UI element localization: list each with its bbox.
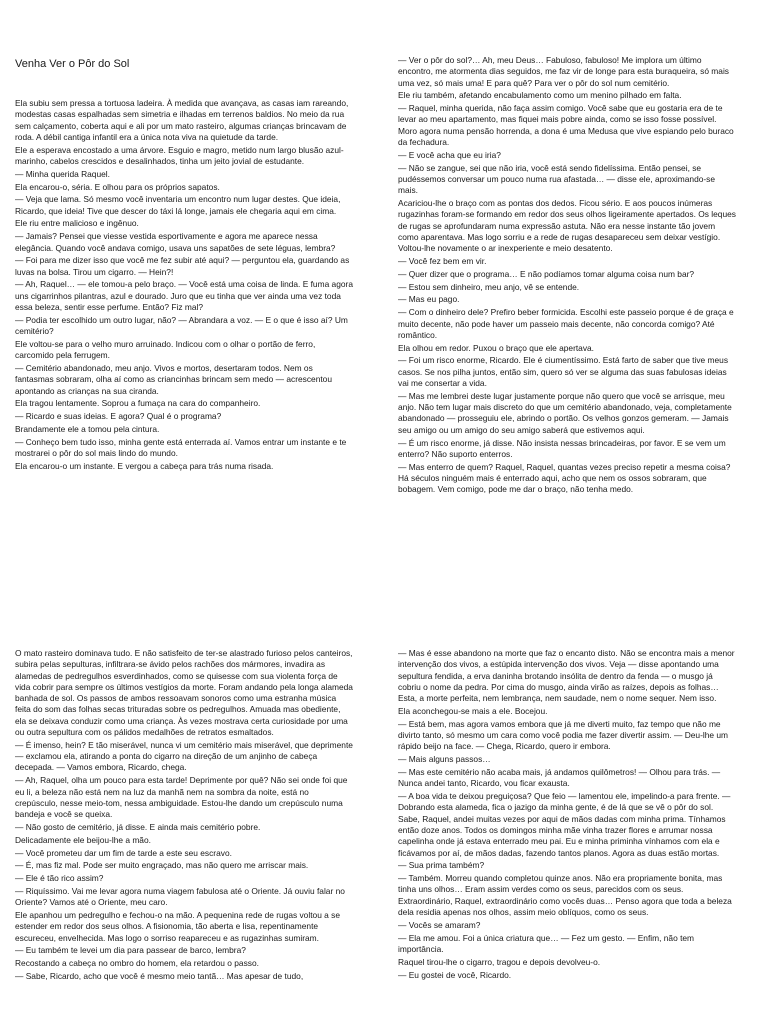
paragraph: — Eu gostei de você, Ricardo. (398, 969, 512, 980)
paragraph: — Foi um risco enorme, Ricardo. Ele é ciumentíssimo. Está farto de saber que tive meus casos. Se nos pilha juntos, então sim, quero só ver se alguma das suas fabulosas ideias vai me consertar a vida. (398, 355, 729, 389)
paragraph: — Conheço bem tudo isso, minha gente está enterrada aí. Vamos entrar um instante e te mostrarei o pôr do sol mais lindo do mundo. (15, 436, 347, 459)
paragraph: Ela aconchegou-se mais a ele. Bocejou. (398, 705, 548, 716)
paragraph: — Vocês se amaram? (398, 919, 481, 930)
paragraph: — Jamais? Pensei que viesse vestida esportivamente e agora me aparece nessa elegância. Quando você andava comigo, usava uns sapatões de sete léguas, lembra? (15, 231, 336, 253)
paragraph: — Mas eu pago. (398, 294, 460, 305)
paragraph: — Mas é esse abandono na morte que faz o encanto disto. Não se encontra mais a menor intervenção dos vivos, a estúpida intervenção dos vivos. Veja — disse apontando uma sepultura fendida, a erva daninha brotando insólita de dentro da fenda — o musgo já cobriu o nome da pedra. Por cima do musgo, ainda virão as raízes, depois as folhas… Esta, a morte perfeita, nem lembrança, nem saudade, nem o nome sequer. Nem isso. (398, 648, 735, 704)
page-top-left (15, 55, 353, 474)
paragraph: — É um risco enorme, já disse. Não insista nessas brincadeiras, por favor. E se vem um enterro? Não suporto enterros. (398, 437, 726, 459)
paragraph: — Quer dizer que o programa… E não podíamos tomar alguma coisa num bar? (398, 268, 695, 279)
paragraph: Ele riu também, afetando encabulamento como um menino pilhado em falta. (398, 90, 682, 101)
text-column (398, 55, 736, 495)
paragraph: — Com o dinheiro dele? Prefiro beber formicida. Escolhi este passeio porque é de graça e muito decente, não pode haver um passeio mais decente, não concorda comigo? Até romântico. (398, 307, 734, 340)
paragraph: — Ver o pôr do sol?… Ah, meu Deus… Fabuloso, fabuloso! Me implora um último encontro, me atormenta dias seguidos, me faz vir de longe para esta buraqueira, só mais uma vez, só mais uma! E para quê? Para ver o pôr do sol num cemitério. (398, 55, 729, 88)
paragraph: Delicadamente ele beijou-lhe a mão. (15, 834, 151, 845)
paragraph: — Ricardo e suas ideias. E agora? Qual é o programa? (15, 411, 222, 422)
paragraph: — Também. Morreu quando completou quinze anos. Não era propriamente bonita, mas tinha uns olhos… Eram assim verdes como os seus, parecidos com os seus. Extraordinário, Raquel, extraordinário como vocês duas… Penso agora que toda a beleza dela residia apenas nos olhos, assim meio oblíquos, como os seus. (398, 873, 732, 918)
paragraph: Ele apanhou um pedregulho e fechou-o na mão. A pequenina rede de rugas voltou a se estender em redor dos seus olhos. A fisionomia, tão aberta e lisa, repentinamente escureceu, envelhecida. Mas logo o sorriso reapareceu e as rugazinhas sumiram. (15, 910, 341, 943)
paragraph: Ele a esperava encostado a uma árvore. Esguio e magro, metido num largo blusão azul-marinho, cabelos crescidos e desalinhados, tinha um jeito jovial de estudante. (15, 144, 344, 166)
paragraph: — Veja que lama. Só mesmo você inventaria um encontro num lugar destes. Que ideia, Ricardo, que ideia! Tive que descer do táxi lá longe, jamais ele chegaria aqui em cima. (15, 194, 341, 216)
paragraph: — Mas este cemitério não acaba mais, já andamos quilômetros! — Olhou para trás. — Nunca andei tanto, Ricardo, vou ficar exausta. (398, 766, 721, 789)
paragraph: Recostando a cabeça no ombro do homem, ela retardou o passo. (15, 958, 259, 969)
paragraph: Brandamente ele a tomou pela cintura. (15, 424, 160, 435)
paragraph: Ela tragou lentamente. Soprou a fumaça na cara do companheiro. (15, 398, 261, 409)
text-column (15, 648, 353, 982)
text-column (15, 98, 353, 472)
page-bottom-left (15, 648, 353, 984)
text-column (398, 648, 736, 981)
page-top-right (398, 55, 736, 497)
paragraph: — É imenso, hein? E tão miserável, nunca vi um cemitério mais miserável, que deprimente — exclamou ela, atirando a ponta do cigarro na direção de um anjinho de cabeça decepada. — Vamos embora, Ricardo, chega. (15, 739, 353, 773)
paragraph: — Eu também te levei um dia para passear de barco, lembra? (15, 945, 246, 956)
paragraph: — Você prometeu dar um fim de tarde a este seu escravo. (15, 847, 232, 858)
paragraph: Acariciou-lhe o braço com as pontas dos dedos. Ficou sério. E aos poucos inúmeras rugazinhas foram-se formando em redor dos seus olhos ligeiramente apertados. Os leques de rugas se aprofundaram numa expressão astuta. Não era nesse instante tão jovem como aparentava. Mas logo sorriu e a rede de rugas desapareceu sem deixar vestígio. Voltou-lhe novamente o ar inexperiente e meio desatento. (398, 198, 736, 254)
page-bottom-right (398, 648, 736, 982)
paragraph: — Está bem, mas agora vamos embora que já me diverti muito, faz tempo que não me divirto tanto, só mesmo um cara como você podia me fazer divertir assim. — Deu-lhe um rápido beijo na face. — Chega, Ricardo, quero ir embora. (398, 718, 729, 752)
paragraph: Ela subiu sem pressa a tortuosa ladeira. À medida que avançava, as casas iam rareando, modestas casas espalhadas sem simetria e ilhadas em terrenos baldios. No meio da rua sem calçamento, coberta aqui e ali por um mato rasteiro, algumas crianças brincavam de roda. A débil cantiga infantil era a única nota viva na quietude da tarde. (15, 98, 349, 142)
paragraph: Ele riu entre malicioso e ingênuo. (15, 218, 139, 229)
paragraph: O mato rasteiro dominava tudo. E não satisfeito de ter-se alastrado furioso pelos canteiros, subira pelas sepulturas, infiltrara-se ávido pelos rachões dos mármores, invadira as alamedas de pedregulhos esverdinhados, como se quisesse com sua violenta força de vida cobrir para sempre os últimos vestígios da morte. Foram andando pela longa alameda banhada de sol. Os passos de ambos ressoavam sonoros como uma estranha música feita do som das folhas secas trituradas sobre os pedregulhos. Amuada mas obediente, ela se deixava conduzir como uma criança. Às vezes mostrava certa curiosidade por uma ou outra sepultura com os pálidos medalhões de retratos esmaltados. (15, 648, 353, 738)
paragraph: — Cemitério abandonado, meu anjo. Vivos e mortos, desertaram todos. Nem os fantasmas sobraram, olha aí como as criancinhas brincam sem medo — acrescentou apontando as crianças na sua ciranda. (15, 363, 332, 396)
paragraph: — Ah, Raquel, olha um pouco para esta tarde! Deprimente por quê? Não sei onde foi que eu li, a beleza não está nem na luz da manhã nem na sombra da noite, está no crepúsculo, nesse meio-tom, nessa ambiguidade. Estou-lhe dando um crepúsculo numa bandeja e você se queixa. (15, 775, 348, 820)
paragraph: — Não gosto de cemitério, já disse. E ainda mais cemitério pobre. (15, 821, 261, 832)
paragraph: — Ela me amou. Foi a única criatura que… — Fez um gesto. — Enfim, não tem importância. (398, 932, 695, 954)
paragraph: — E você acha que eu iria? (398, 149, 501, 160)
paragraph: — Estou sem dinheiro, meu anjo, vê se entende. (398, 281, 580, 292)
paragraph: — Podia ter escolhido um outro lugar, não? — Abrandara a voz. — E o que é isso aí? Um cemitério? (15, 314, 348, 337)
paragraph: — Não se zangue, sei que não iria, você está sendo fidelíssima. Então pensei, se pudéssemos conversar um pouco numa rua afastada… — disse ele, aproximando-se mais. (398, 162, 716, 196)
paragraph: — Minha querida Raquel. (15, 168, 110, 179)
paragraph: — Sua prima também? (398, 860, 485, 871)
paragraph: Ela encarou-o um instante. E vergou a cabeça para trás numa risada. (15, 460, 274, 471)
paragraph: — Raquel, minha querida, não faça assim comigo. Você sabe que eu gostaria era de te levar ao meu apartamento, mas fiquei mais pobre ainda, como se isso fosse possível. Moro agora numa pensão horrenda, a dona é uma Medusa que vive espiando pelo buraco da fechadura. (398, 103, 734, 148)
paragraph: — Você fez bem em vir. (398, 256, 487, 267)
paragraph: Raquel tirou-lhe o cigarro, tragou e depois devolveu-o. (398, 956, 601, 967)
paragraph: Ela olhou em redor. Puxou o braço que ele apertava. (398, 342, 595, 353)
paragraph: — É, mas fiz mal. Pode ser muito engraçado, mas não quero me arriscar mais. (15, 860, 309, 871)
paragraph: — Foi para me dizer isso que você me fez subir até aqui? — perguntou ela, guardando as luvas na bolsa. Tirou um cigarro. — Hein?! (15, 255, 350, 277)
paragraph: — Ah, Raquel… — ele tomou-a pelo braço. — Você está uma coisa de linda. E fuma agora uns cigarrinhos pilantras, azul e dourado. Juro que eu tinha que ver ainda uma vez toda essa beleza, sentir esse perfume. Então? Fiz mal? (15, 279, 353, 313)
paragraph: — Mais alguns passos… (398, 754, 491, 765)
paragraph: — A boa vida te deixou preguiçosa? Que feio — lamentou ele, impelindo-a para frente. — Dobrando esta alameda, fica o jazigo da minha gente, é de lá que se vê o pôr do sol. Sabe, Raquel, andei muitas vezes por aqui de mãos dadas com minha prima. Tínhamos então doze anos. Todos os domingos minha mãe vinha trazer flores e arrumar nossa capelinha onde já estava enterrado meu pai. Eu e minha priminha vínhamos com ela e ficávamos por aí, de mãos dadas, fazendo tantos planos. Agora as duas estão mortas. (398, 791, 731, 858)
paragraph: — Sabe, Ricardo, acho que você é mesmo meio tantã… Mas apesar de tudo, (15, 971, 304, 982)
paragraph: — Mas me lembrei deste lugar justamente porque não quero que você se arrisque, meu anjo. Não tem lugar mais discreto do que um cemitério abandonado, veja, completamente abandonado — prosseguiu ele, abrindo o portão. Os velhos gonzos gemeram. — Jamais seu amigo ou um amigo do seu amigo saberá que estivemos aqui. (398, 390, 732, 435)
paragraph: Ele voltou-se para o velho muro arruinado. Indicou com o olhar o portão de ferro, carcomido pela ferrugem. (15, 338, 316, 361)
paragraph: — Riquíssimo. Vai me levar agora numa viagem fabulosa até o Oriente. Já ouviu falar no Oriente? Vamos até o Oriente, meu caro. (15, 885, 345, 908)
paragraph: Ela encarou-o, séria. E olhou para os próprios sapatos. (15, 181, 220, 192)
paragraph: — Ele é tão rico assim? (15, 873, 104, 884)
paragraph: — Mas enterro de quem? Raquel, Raquel, quantas vezes preciso repetir a mesma coisa? Há séculos ninguém mais é enterrado aqui, acho que nem os ossos sobraram, que bobagem. Vem comigo, pode me dar o braço, não tenha medo. (398, 461, 731, 495)
story-title: Venha Ver o Pôr do Sol (15, 58, 130, 70)
